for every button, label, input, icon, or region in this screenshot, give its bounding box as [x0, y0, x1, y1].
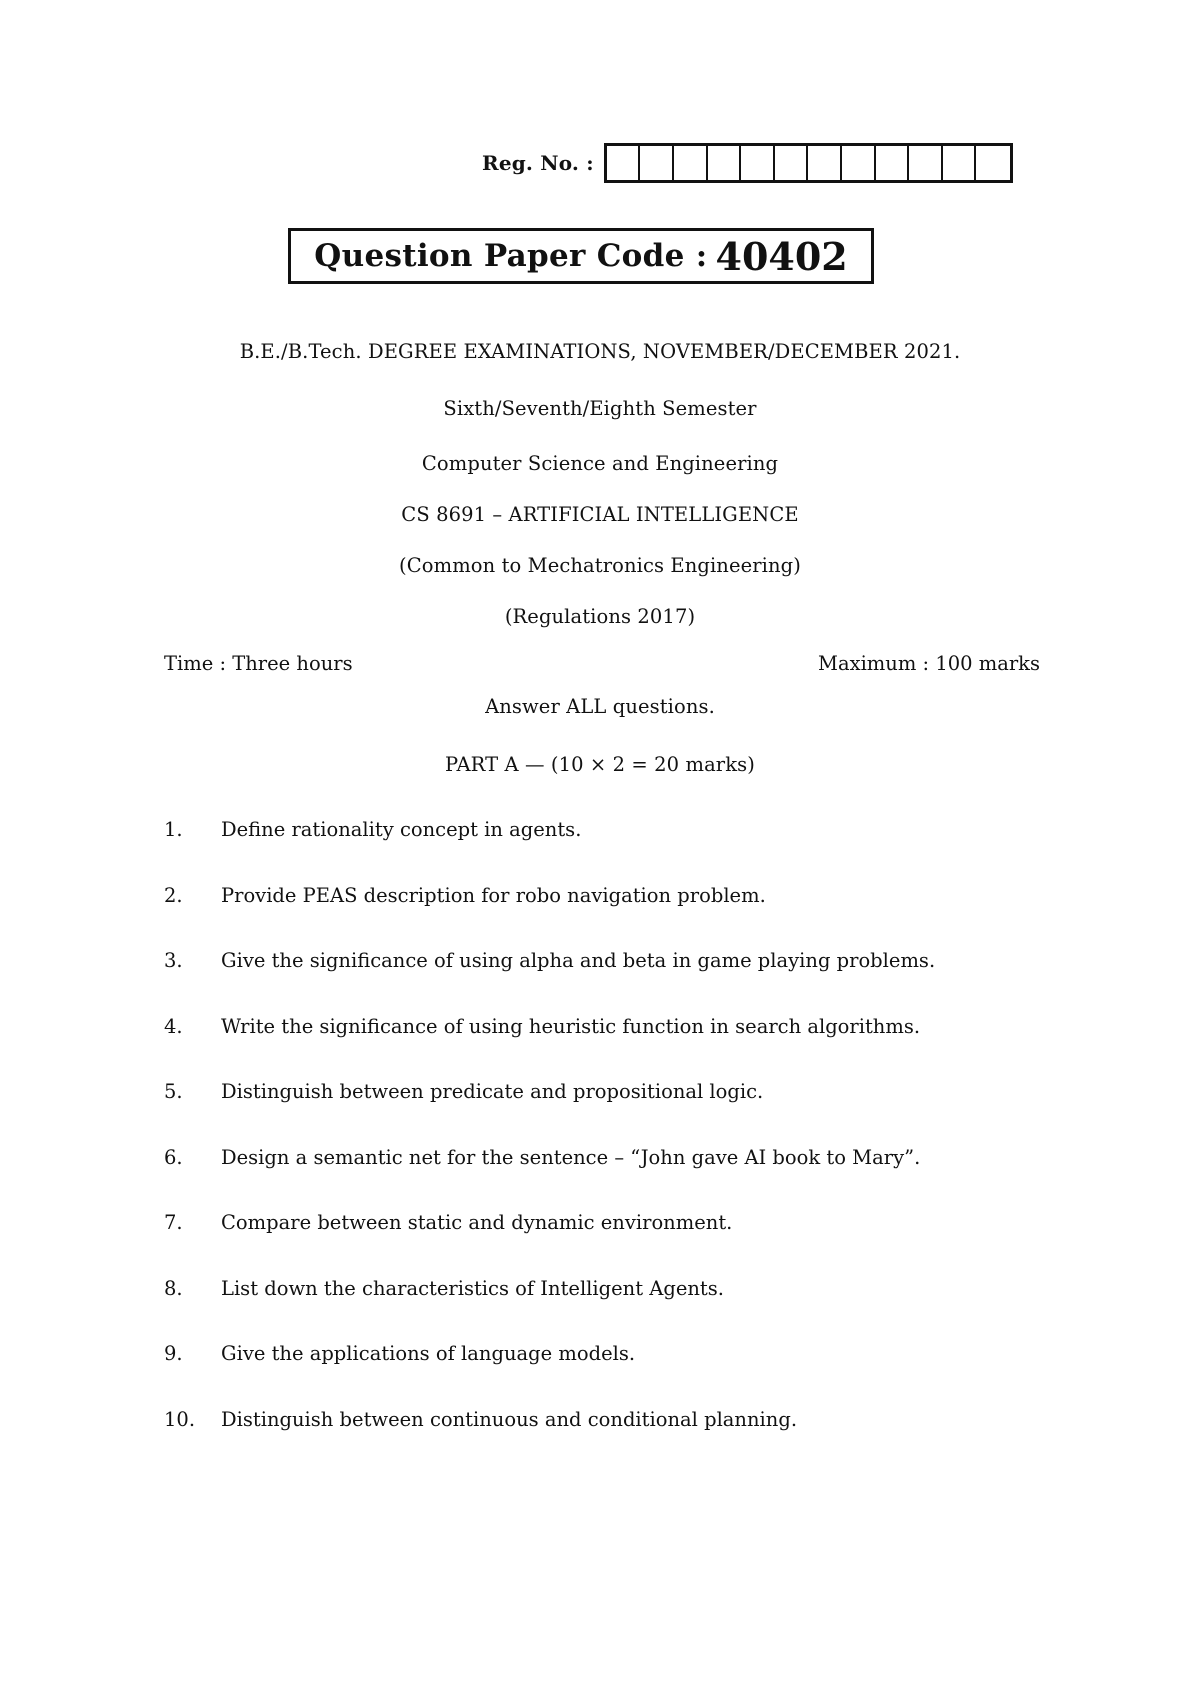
question-paper-code-box: [288, 228, 874, 284]
question-text: Give the applications of language models.: [221, 1342, 636, 1365]
regulations-line: (Regulations 2017): [504, 605, 696, 628]
question-text: Design a semantic net for the sentence – “John gave AI book to Mary”.: [221, 1145, 921, 1169]
instruction-line: Answer ALL questions.: [485, 695, 715, 718]
common-to-line: (Common to Mechatronics Engineering): [399, 554, 801, 577]
question-item: [164, 1210, 1064, 1276]
question-item: [164, 1407, 1064, 1473]
reg-digit-box: [808, 146, 842, 180]
degree-line: B.E./B.Tech. DEGREE EXAMINATIONS, NOVEMBER/DECEMBER 2021.: [239, 340, 961, 363]
reg-digit-box: [607, 146, 641, 180]
question-item: [164, 1014, 1064, 1080]
reg-digit-box: [741, 146, 775, 180]
question-number: 6.: [164, 1145, 183, 1169]
question-text: Define rationality concept in agents.: [221, 818, 582, 841]
question-list: [164, 817, 1064, 1472]
question-number: 3.: [164, 949, 183, 972]
time-label: Time : Three hours: [164, 652, 353, 675]
question-item: [164, 1145, 1064, 1211]
reg-number-row: [482, 144, 1013, 182]
department-line: Computer Science and Engineering: [421, 452, 779, 475]
reg-digit-box: [876, 146, 910, 180]
question-item: [164, 1079, 1064, 1145]
question-text: Provide PEAS description for robo navigation problem.: [221, 883, 766, 907]
question-number: 2.: [164, 883, 183, 907]
reg-digit-box: [674, 146, 708, 180]
question-number: 10.: [164, 1407, 196, 1431]
question-text: List down the characteristics of Intelligent Agents.: [221, 1276, 724, 1300]
semester-line: Sixth/Seventh/Eighth Semester: [443, 397, 757, 420]
time-marks-row: [164, 652, 1040, 675]
question-item: [164, 883, 1064, 949]
question-number: 9.: [164, 1342, 183, 1365]
reg-label: Reg. No. :: [482, 151, 594, 175]
reg-digit-box: [909, 146, 943, 180]
question-text: Give the significance of using alpha and beta in game playing problems.: [221, 949, 936, 972]
question-number: 4.: [164, 1014, 183, 1038]
reg-digit-box: [708, 146, 742, 180]
question-item: [164, 817, 1064, 883]
reg-digit-box: [943, 146, 977, 180]
question-number: 1.: [164, 818, 183, 841]
question-item: [164, 1276, 1064, 1342]
question-text: Distinguish between predicate and propositional logic.: [221, 1080, 764, 1103]
paper-code-value: 40402: [715, 233, 848, 279]
question-text: Distinguish between continuous and conditional planning.: [221, 1407, 798, 1431]
reg-number-boxes: [604, 143, 1013, 183]
reg-digit-box: [775, 146, 809, 180]
question-number: 5.: [164, 1080, 183, 1103]
course-title: CS 8691 – ARTIFICIAL INTELLIGENCE: [401, 503, 799, 526]
question-text: Compare between static and dynamic environment.: [221, 1211, 733, 1234]
question-item: [164, 948, 1064, 1014]
max-marks-label: Maximum : 100 marks: [817, 652, 1040, 675]
reg-digit-box: [842, 146, 876, 180]
reg-digit-box: [640, 146, 674, 180]
question-text: Write the significance of using heuristic function in search algorithms.: [221, 1014, 921, 1038]
question-item: [164, 1341, 1064, 1407]
question-number: 7.: [164, 1211, 183, 1234]
part-a-heading: PART A — (10 × 2 = 20 marks): [445, 753, 755, 776]
question-number: 8.: [164, 1276, 183, 1300]
paper-code-label: Question Paper Code :: [314, 238, 708, 274]
reg-digit-box: [976, 146, 1010, 180]
